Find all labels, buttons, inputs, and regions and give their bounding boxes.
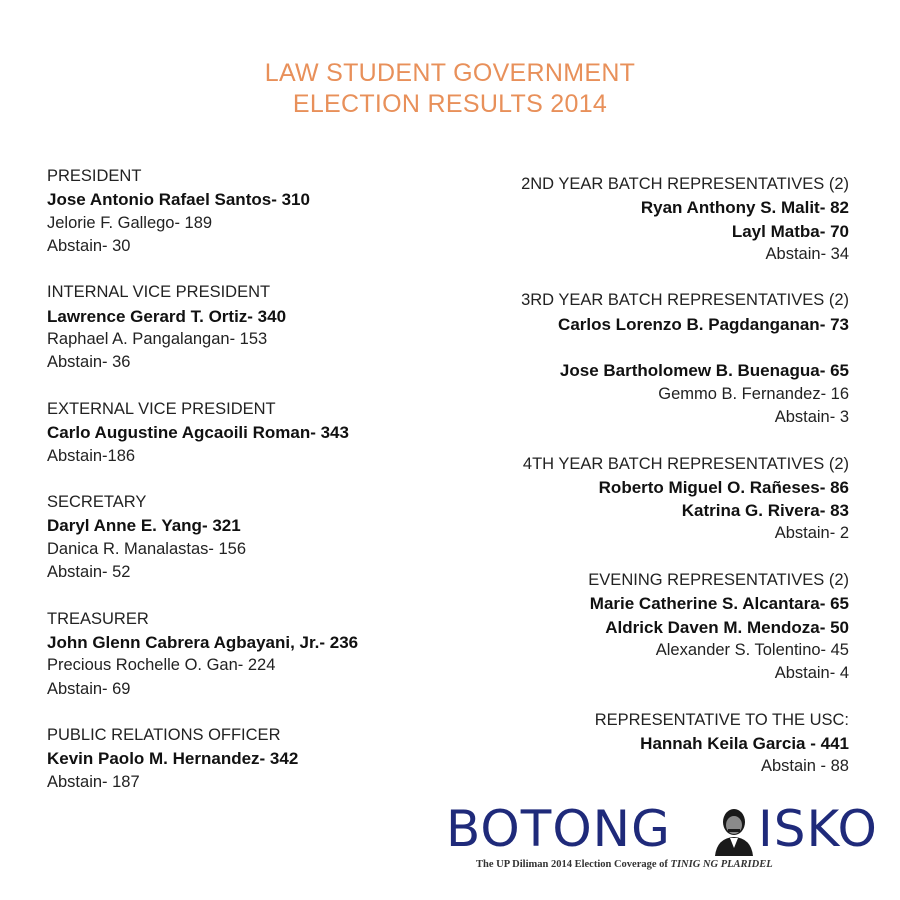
section-evening-representatives-2 xyxy=(429,569,849,685)
section-president xyxy=(47,165,467,258)
left-results-column xyxy=(47,165,467,817)
result-line: Abstain- 187 xyxy=(47,772,140,791)
result-line: Abstain- 36 xyxy=(47,353,131,372)
winner-result: Daryl Anne E. Yang- 321 xyxy=(47,516,241,536)
result-line: Abstain-186 xyxy=(47,446,136,465)
winner-result: Roberto Miguel O. Rañeses- 86 xyxy=(598,477,849,497)
result-line: Abstain- 2 xyxy=(774,524,849,543)
spacer xyxy=(429,336,849,359)
result-line: Abstain- 69 xyxy=(47,679,131,698)
section-internal-vice-president xyxy=(47,281,467,374)
winner-result: Ryan Anthony S. Malit- 82 xyxy=(640,198,849,218)
winner-result: Jose Antonio Rafael Santos- 310 xyxy=(47,190,310,210)
section-public-relations-officer xyxy=(47,724,467,794)
winner-result: Aldrick Daven M. Mendoza- 50 xyxy=(605,617,849,637)
botong-isko-logo xyxy=(446,798,882,878)
logo-word-left: BOTONG xyxy=(446,800,671,858)
winner-result: Carlo Augustine Agcaoili Roman- 343 xyxy=(47,423,349,443)
section-title: REPRESENTATIVE TO THE USC: xyxy=(594,710,849,729)
logo-tagline: The UP Diliman 2014 Election Coverage of TINIG NG PLARIDEL xyxy=(476,859,773,870)
section-representative-to-the-usc xyxy=(429,709,849,779)
winner-result: Kevin Paolo M. Hernandez- 342 xyxy=(47,749,299,769)
winner-result: Katrina G. Rivera- 83 xyxy=(681,501,849,521)
section-title: EXTERNAL VICE PRESIDENT xyxy=(47,399,276,418)
section-title: INTERNAL VICE PRESIDENT xyxy=(47,283,271,302)
result-line: Jelorie F. Gallego- 189 xyxy=(47,213,213,232)
section-treasurer xyxy=(47,608,467,701)
winner-result: Hannah Keila Garcia - 441 xyxy=(640,734,849,754)
winner-result: John Glenn Cabrera Agbayani, Jr.- 236 xyxy=(47,632,359,652)
result-line: Abstain- 34 xyxy=(765,244,849,263)
section-3rd-year-batch-representatives-2 xyxy=(429,289,849,429)
result-line: Abstain - 88 xyxy=(760,757,849,776)
result-line: Abstain- 3 xyxy=(774,407,849,426)
title-line-2: ELECTION RESULTS 2014 xyxy=(292,90,608,118)
section-title: EVENING REPRESENTATIVES (2) xyxy=(588,571,849,590)
page-title xyxy=(0,58,900,120)
result-line: Gemmo B. Fernandez- 16 xyxy=(658,384,849,403)
section-title: 3RD YEAR BATCH REPRESENTATIVES (2) xyxy=(521,291,849,310)
winner-result: Marie Catherine S. Alcantara- 65 xyxy=(589,594,849,614)
section-title: 4TH YEAR BATCH REPRESENTATIVES (2) xyxy=(522,454,849,473)
section-4th-year-batch-representatives-2 xyxy=(429,453,849,546)
right-results-column xyxy=(429,173,849,802)
result-line: Precious Rochelle O. Gan- 224 xyxy=(47,656,276,675)
result-line: Abstain- 4 xyxy=(774,664,849,683)
section-title: 2ND YEAR BATCH REPRESENTATIVES (2) xyxy=(521,175,849,193)
section-title: PRESIDENT xyxy=(47,167,142,185)
result-line: Abstain- 52 xyxy=(47,563,131,582)
winner-result: Lawrence Gerard T. Ortiz- 340 xyxy=(47,306,287,326)
section-title: TREASURER xyxy=(47,609,149,628)
section-secretary xyxy=(47,491,467,584)
result-line: Abstain- 30 xyxy=(47,236,131,255)
logo-word-right: ISKO xyxy=(758,800,878,858)
portrait-icon xyxy=(711,804,757,856)
winner-result: Jose Bartholomew B. Buenagua- 65 xyxy=(559,361,849,381)
section-external-vice-president xyxy=(47,398,467,468)
title-line-1: LAW STUDENT GOVERNMENT xyxy=(264,59,636,87)
result-line: Raphael A. Pangalangan- 153 xyxy=(47,330,268,349)
section-2nd-year-batch-representatives-2 xyxy=(429,173,849,266)
result-line: Alexander S. Tolentino- 45 xyxy=(655,640,849,659)
winner-result: Layl Matba- 70 xyxy=(731,221,849,241)
section-title: PUBLIC RELATIONS OFFICER xyxy=(47,726,281,745)
section-title: SECRETARY xyxy=(47,493,147,512)
winner-result: Carlos Lorenzo B. Pagdanganan- 73 xyxy=(558,314,849,334)
logo-tagline-italic: TINIG NG PLARIDEL xyxy=(670,859,773,870)
result-line: Danica R. Manalastas- 156 xyxy=(47,539,247,558)
